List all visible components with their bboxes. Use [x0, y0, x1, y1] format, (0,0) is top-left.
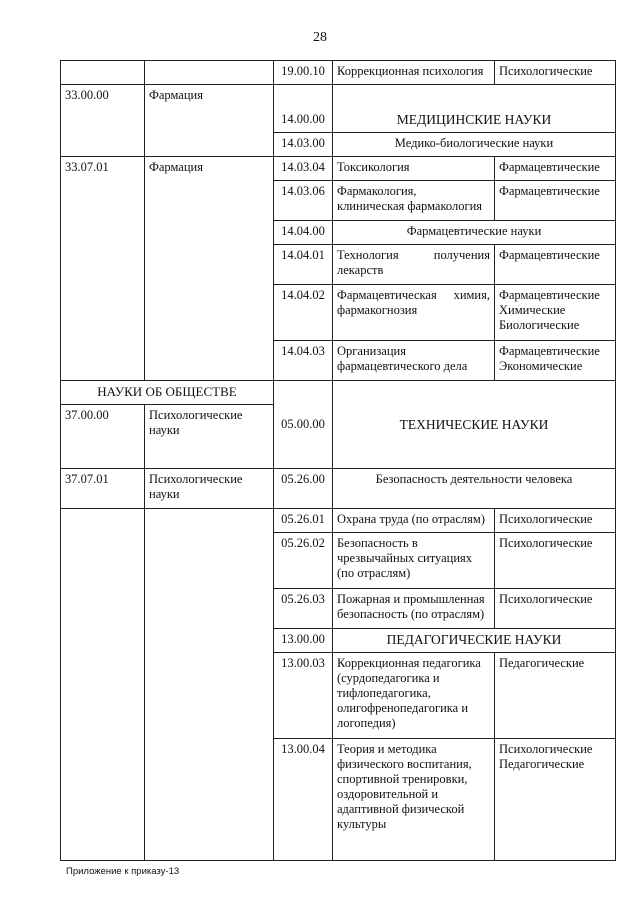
field-line: Биологические: [499, 318, 580, 332]
name-line: олигофренопедагогика и: [337, 701, 469, 715]
field-line: Химические: [499, 303, 566, 317]
name-line: логопедия): [337, 716, 396, 730]
specialty-code: 05.26.01: [274, 509, 333, 533]
name-line: фармацевтического дела: [337, 359, 468, 373]
specialty-name: Пожарная и промышленная безопасность (по отраслям): [333, 589, 495, 629]
science-field: Фармацевтические: [495, 181, 616, 221]
left-section-title: НАУКИ ОБ ОБЩЕСТВЕ: [61, 381, 274, 405]
specialty-name: Токсикология: [333, 157, 495, 181]
subsection-title: Безопасность деятельности человека: [333, 469, 616, 509]
field-line: Психологические: [499, 742, 593, 756]
table-row: [61, 381, 616, 405]
section-code: 13.00.00: [274, 629, 333, 653]
section-code: 14.03.00: [274, 133, 333, 157]
specialties-table: [60, 60, 616, 861]
field-line: Педагогические: [499, 757, 585, 771]
name-line: Психологические: [149, 408, 243, 422]
field-line: Фармацевтические: [499, 288, 600, 302]
specialty-name: Коррекционная психология: [333, 61, 495, 85]
specialty-name: [333, 653, 495, 739]
name-line: чрезвычайных ситуациях: [337, 551, 473, 565]
direction-name: Фармация: [145, 85, 274, 157]
science-field: Психологические: [495, 533, 616, 589]
science-field: Педагогические: [495, 653, 616, 739]
cell-empty: [145, 509, 274, 861]
table-row: [61, 509, 616, 533]
section-code: 05.00.00: [274, 381, 333, 469]
cell-empty: [145, 61, 274, 85]
name-line: Теория и методика: [337, 742, 437, 756]
direction-code: 33.07.01: [61, 157, 145, 381]
specialty-code: 14.03.06: [274, 181, 333, 221]
name-line: адаптивной физической: [337, 802, 465, 816]
name-line: Коррекционная педагогика: [337, 656, 481, 670]
section-code: 14.00.00: [274, 109, 333, 133]
name-line: физического воспитания,: [337, 757, 472, 771]
specialty-code: 13.00.03: [274, 653, 333, 739]
specialty-name: Охрана труда (по отраслям): [333, 509, 495, 533]
name-line: оздоровительной и: [337, 787, 439, 801]
table-row: [61, 157, 616, 181]
direction-name: Фармация: [145, 157, 274, 381]
specialty-code: 14.03.04: [274, 157, 333, 181]
specialty-code: 19.00.10: [274, 61, 333, 85]
specialty-code: 14.04.01: [274, 245, 333, 285]
section-title: МЕДИЦИНСКИЕ НАУКИ: [333, 109, 616, 133]
subsection-title: Медико-биологические науки: [333, 133, 616, 157]
name-line: науки: [149, 487, 180, 501]
direction-name: [145, 469, 274, 509]
table-row: [61, 61, 616, 85]
name-line: Психологические: [149, 472, 243, 486]
section-title: ПЕДАГОГИЧЕСКИЕ НАУКИ: [333, 629, 616, 653]
section-code: 05.26.00: [274, 469, 333, 509]
name-line: клиническая фармакология: [337, 199, 483, 213]
science-field: Фармацевтические: [495, 157, 616, 181]
science-field: Психологические: [495, 589, 616, 629]
field-line: Фармацевтические: [499, 344, 600, 358]
specialty-name: Технология получения лекарств: [333, 245, 495, 285]
specialty-code: 14.04.02: [274, 285, 333, 341]
cell-empty: [61, 509, 145, 861]
section-code: 14.04.00: [274, 221, 333, 245]
page-number: 28: [313, 30, 327, 45]
specialty-name: [333, 739, 495, 861]
science-field: Психологические: [495, 61, 616, 85]
direction-name: [145, 405, 274, 469]
cell-empty: [61, 61, 145, 85]
table-row: [61, 85, 616, 109]
specialty-name: [333, 533, 495, 589]
specialty-code: 13.00.04: [274, 739, 333, 861]
cell-empty: [274, 85, 333, 109]
direction-code: 37.00.00: [61, 405, 145, 469]
specialty-code: 05.26.02: [274, 533, 333, 589]
cell-empty: [333, 85, 616, 109]
name-line: культуры: [337, 817, 387, 831]
specialty-name: Фармацевтическая химия, фармакогнозия: [333, 285, 495, 341]
science-field: [495, 739, 616, 861]
science-field: [495, 341, 616, 381]
science-field: Фармацевтические: [495, 245, 616, 285]
specialty-code: 05.26.03: [274, 589, 333, 629]
footer-note: Приложение к приказу-13: [66, 866, 180, 877]
table-row: [61, 469, 616, 509]
field-line: Экономические: [499, 359, 583, 373]
direction-code: 37.07.01: [61, 469, 145, 509]
name-line: тифлопедагогика,: [337, 686, 431, 700]
name-line: (сурдопедагогика и: [337, 671, 440, 685]
name-line: Фармакология,: [337, 184, 417, 198]
name-line: Безопасность в: [337, 536, 418, 550]
specialty-name: [333, 181, 495, 221]
science-field: Психологические: [495, 509, 616, 533]
science-field: [495, 285, 616, 341]
subsection-title: Фармацевтические науки: [333, 221, 616, 245]
name-line: Организация: [337, 344, 406, 358]
section-title: ТЕХНИЧЕСКИЕ НАУКИ: [333, 381, 616, 469]
direction-code: 33.00.00: [61, 85, 145, 157]
name-line: спортивной тренировки,: [337, 772, 468, 786]
specialty-code: 14.04.03: [274, 341, 333, 381]
name-line: науки: [149, 423, 180, 437]
specialty-name: [333, 341, 495, 381]
name-line: (по отраслям): [337, 566, 411, 580]
